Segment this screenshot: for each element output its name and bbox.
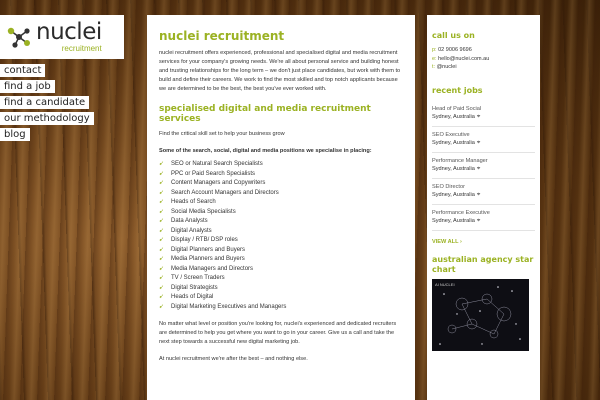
call-us-title: call us on bbox=[432, 31, 475, 40]
position-label: Media Planners and Buyers bbox=[171, 256, 245, 262]
positions-list bbox=[159, 160, 403, 312]
twitter-label: t: bbox=[432, 64, 436, 70]
nav-blog[interactable]: blog bbox=[0, 128, 30, 141]
arrow-right-icon: ➹ bbox=[159, 246, 165, 253]
position-item bbox=[159, 246, 403, 256]
job-item[interactable] bbox=[432, 153, 535, 179]
position-label: PPC or Paid Search Specialists bbox=[171, 170, 256, 177]
job-location bbox=[432, 217, 535, 225]
job-title[interactable]: Performance Manager bbox=[432, 157, 488, 164]
email-link[interactable]: hello@nuclei.com.au bbox=[438, 55, 490, 62]
location-pin-icon: ⌖ bbox=[476, 191, 481, 198]
job-location-text: Sydney, Australia bbox=[432, 139, 475, 146]
location-pin-icon: ⌖ bbox=[476, 217, 481, 224]
position-label: Data Analysts bbox=[171, 218, 208, 224]
phone-number[interactable]: 02 9006 9696 bbox=[438, 47, 472, 53]
logo-name: nuclei bbox=[36, 19, 102, 45]
position-item bbox=[159, 303, 403, 313]
job-location-text: Sydney, Australia bbox=[432, 165, 475, 172]
position-item bbox=[159, 284, 403, 294]
logo[interactable] bbox=[0, 15, 124, 59]
position-item bbox=[159, 265, 403, 275]
job-location bbox=[432, 113, 535, 121]
position-label: Digital Analysts bbox=[171, 227, 212, 234]
lead-text: Find the critical skill set to help your business grow bbox=[159, 131, 285, 137]
arrow-right-icon: ➹ bbox=[159, 170, 165, 177]
position-item bbox=[159, 255, 403, 265]
main-content bbox=[147, 15, 415, 400]
position-item bbox=[159, 160, 403, 170]
position-label: Social Media Specialists bbox=[171, 208, 236, 215]
tagline-paragraph: At nuclei recruitment we're after the best – and nothing else. bbox=[159, 356, 308, 362]
job-location bbox=[432, 191, 535, 199]
page-title: nuclei recruitment bbox=[159, 29, 285, 43]
position-item bbox=[159, 170, 403, 180]
position-label: TV / Screen Traders bbox=[171, 275, 225, 281]
arrow-right-icon: ➹ bbox=[159, 227, 165, 234]
job-title[interactable]: SEO Executive bbox=[432, 131, 470, 138]
arrow-right-icon: ➹ bbox=[159, 237, 165, 243]
position-label: Digital Strategists bbox=[171, 284, 218, 291]
arrow-right-icon: ➹ bbox=[159, 256, 165, 262]
view-all-label: VIEW ALL bbox=[432, 238, 459, 245]
closing-paragraph: No matter what level or position you're looking for, nuclei's experienced and dedicated recruiters are determined to help you get where you want to go in your career. Give us a call and take the next step towards a successful new digital marketing job. bbox=[159, 321, 397, 345]
star-chart-block bbox=[432, 255, 535, 351]
star-chart-title: australian agency star chart bbox=[432, 254, 534, 274]
position-item bbox=[159, 236, 403, 246]
job-location bbox=[432, 139, 535, 147]
position-item bbox=[159, 189, 403, 199]
job-item[interactable] bbox=[432, 205, 535, 231]
arrow-right-icon: ➹ bbox=[159, 294, 165, 300]
job-location-text: Sydney, Australia bbox=[432, 113, 475, 120]
arrow-right-icon: ➹ bbox=[159, 208, 165, 215]
star-chart-label: AI NUCLEI bbox=[435, 281, 455, 287]
logo-tagline: recruitment bbox=[61, 44, 102, 53]
arrow-right-icon: ➹ bbox=[159, 189, 165, 196]
arrow-right-icon: ➹ bbox=[159, 161, 165, 167]
main-nav bbox=[0, 64, 94, 144]
position-item bbox=[159, 208, 403, 218]
position-item bbox=[159, 293, 403, 303]
position-item bbox=[159, 179, 403, 189]
job-location-text: Sydney, Australia bbox=[432, 191, 475, 198]
arrow-right-icon: ➹ bbox=[159, 180, 165, 186]
chevron-right-icon: › bbox=[459, 238, 462, 245]
position-label: Search Account Managers and Directors bbox=[171, 189, 279, 196]
location-pin-icon: ⌖ bbox=[476, 139, 481, 146]
twitter-line bbox=[432, 63, 535, 72]
email-label: e: bbox=[432, 55, 437, 62]
nav-find-a-job[interactable]: find a job bbox=[0, 80, 55, 93]
position-item bbox=[159, 217, 403, 227]
position-label: Heads of Digital bbox=[171, 294, 214, 300]
position-label: SEO or Natural Search Specialists bbox=[171, 161, 263, 167]
arrow-right-icon: ➹ bbox=[159, 199, 165, 205]
job-location-text: Sydney, Australia bbox=[432, 217, 475, 224]
sidebar bbox=[427, 15, 540, 400]
position-label: Digital Planners and Buyers bbox=[171, 246, 246, 253]
contact-block bbox=[432, 31, 535, 72]
star-chart-image[interactable] bbox=[432, 279, 529, 351]
job-title[interactable]: Performance Executive bbox=[432, 209, 490, 216]
arrow-right-icon: ➹ bbox=[159, 265, 165, 272]
recent-jobs bbox=[432, 86, 535, 245]
position-label: Media Managers and Directors bbox=[171, 265, 254, 272]
arrow-right-icon: ➹ bbox=[159, 284, 165, 291]
job-title[interactable]: SEO Director bbox=[432, 183, 465, 190]
job-item[interactable] bbox=[432, 179, 535, 205]
position-item bbox=[159, 227, 403, 237]
nav-our-methodology[interactable]: our methodology bbox=[0, 112, 94, 125]
position-label: Heads of Search bbox=[171, 199, 216, 205]
twitter-link[interactable]: @nuclei bbox=[436, 64, 457, 70]
arrow-right-icon: ➹ bbox=[159, 218, 165, 224]
location-pin-icon: ⌖ bbox=[476, 165, 481, 172]
recent-jobs-title: recent jobs bbox=[432, 85, 483, 95]
list-heading: Some of the search, social, digital and media positions we specialise in placing: bbox=[159, 148, 372, 154]
phone-line bbox=[432, 46, 535, 55]
view-all-link[interactable] bbox=[432, 239, 535, 245]
location-pin-icon: ⌖ bbox=[476, 113, 481, 120]
position-label: Digital Marketing Executives and Managers bbox=[171, 303, 287, 310]
position-item bbox=[159, 198, 403, 208]
position-label: Display / RTB/ DSP roles bbox=[171, 237, 238, 243]
job-title[interactable]: Head of Paid Social bbox=[432, 105, 482, 112]
position-item bbox=[159, 274, 403, 284]
section-subtitle: specialised digital and media recruitment services bbox=[159, 104, 371, 124]
phone-label: p: bbox=[432, 47, 437, 53]
job-item[interactable] bbox=[432, 127, 535, 153]
job-item[interactable] bbox=[432, 101, 535, 127]
position-label: Content Managers and Copywriters bbox=[171, 180, 266, 186]
nav-contact[interactable]: contact bbox=[0, 64, 45, 77]
job-location bbox=[432, 165, 535, 173]
email-line bbox=[432, 55, 535, 64]
intro-paragraph: nuclei recruitment offers experienced, professional and specialised digital and media recruitment services for your company's growing needs. We're all about personal service and building honest and trusting relationships for the long term – we don't just place candidates, but work with them to build and define their careers. We work to find the most skilled and top notch applicants because we are determined to be the best, the best you've ever worked with. bbox=[159, 50, 401, 92]
star-map-graphic bbox=[432, 279, 529, 351]
molecule-icon bbox=[5, 23, 33, 51]
nav-find-a-candidate[interactable]: find a candidate bbox=[0, 96, 89, 109]
arrow-right-icon: ➹ bbox=[159, 303, 165, 310]
arrow-right-icon: ➹ bbox=[159, 275, 165, 281]
